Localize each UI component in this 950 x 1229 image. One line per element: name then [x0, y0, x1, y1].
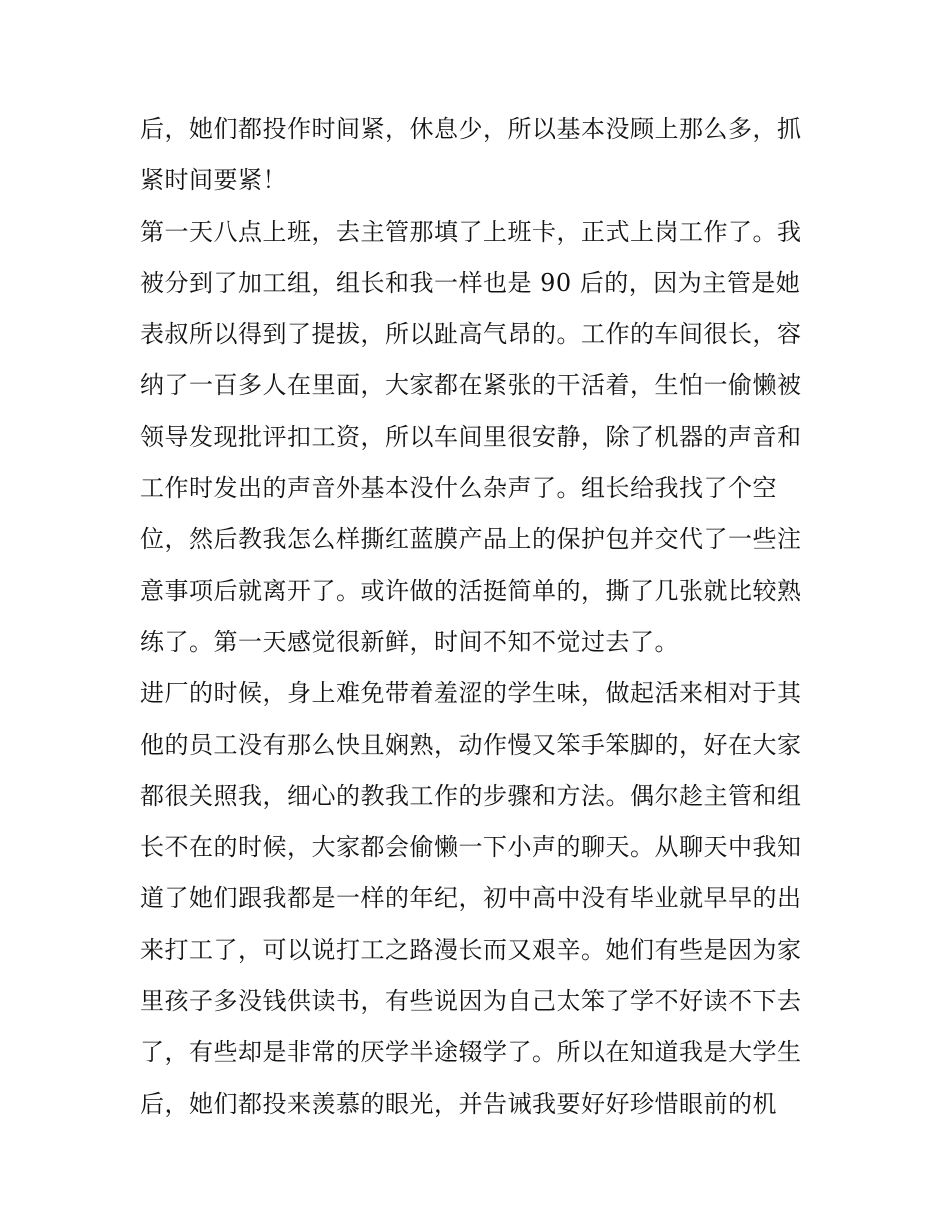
text-line: 练了。第一天感觉很新鲜，时间不知不觉过去了。: [140, 627, 679, 656]
text-line: 里孩子多没钱供读书，有些说因为自己太笨了学不好读不下去: [140, 987, 802, 1016]
text-line: 被分到了加工组，组长和我一样也是 90 后的，因为主管是她: [140, 268, 801, 297]
text-line: 了，有些却是非常的厌学半途辍学了。所以在知道我是大学生: [140, 1038, 802, 1067]
text-line: 紧时间要紧！: [140, 166, 287, 195]
text-line: 后，她们都投来羡慕的眼光，并告诫我要好好珍惜眼前的机: [140, 1089, 777, 1118]
text-line: 来打工了，可以说打工之路漫长而又艰辛。她们有些是因为家: [140, 935, 802, 964]
body-text: [140, 104, 820, 1130]
text-line: 意事项后就离开了。或许做的活挺简单的，撕了几张就比较熟: [140, 576, 802, 605]
text-line: 都很关照我，细心的教我工作的步骤和方法。偶尔趁主管和组: [140, 781, 802, 810]
text-line: 领导发现批评扣工资，所以车间里很安静，除了机器的声音和: [140, 422, 802, 451]
text-line: 位，然后教我怎么样撕红蓝膜产品上的保护包并交代了一些注: [140, 525, 802, 554]
text-line: 进厂的时候，身上难免带着羞涩的学生味，做起活来相对于其: [140, 679, 802, 708]
text-line: 纳了一百多人在里面，大家都在紧张的干活着，生怕一偷懒被: [140, 371, 802, 400]
text-line: 长不在的时候，大家都会偷懒一下小声的聊天。从聊天中我知: [140, 833, 802, 862]
text-line: 表叔所以得到了提拔，所以趾高气昂的。工作的车间很长，容: [140, 320, 802, 349]
text-line: 第一天八点上班，去主管那填了上班卡，正式上岗工作了。我: [140, 217, 802, 246]
text-line: 后，她们都投作时间紧，休息少，所以基本没顾上那么多，抓: [140, 115, 802, 143]
text-line: 道了她们跟我都是一样的年纪，初中高中没有毕业就早早的出: [140, 884, 802, 913]
text-line: 工作时发出的声音外基本没什么杂声了。组长给我找了个空: [140, 474, 777, 503]
text-line: 他的员工没有那么快且娴熟，动作慢又笨手笨脚的，好在大家: [140, 730, 802, 759]
